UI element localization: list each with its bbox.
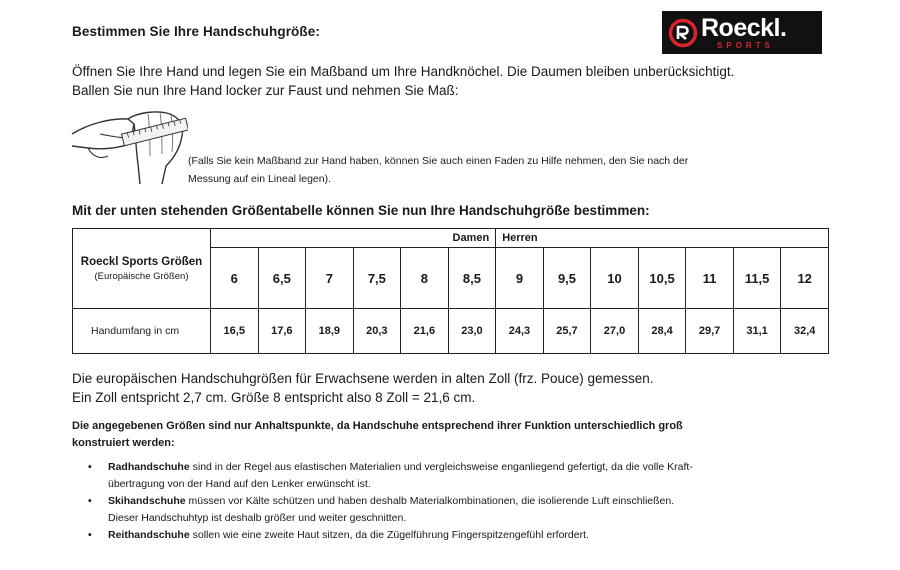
intro-line: Ballen Sie nun Ihre Hand locker zur Faust und nehmen Sie Maß:	[72, 83, 459, 98]
bullet-term: Reithandschuhe	[108, 529, 190, 541]
group-damen: Damen	[211, 229, 496, 248]
size-cell: 9,5	[543, 248, 591, 309]
hand-circumference-row	[73, 309, 829, 354]
cm-cell: 29,7	[686, 309, 734, 354]
size-cell: 7,5	[353, 248, 401, 309]
intro-text	[72, 62, 734, 100]
size-cell: 11	[686, 248, 734, 309]
table-heading: Mit der unten stehenden Größentabelle können Sie nun Ihre Handschuhgröße bestimmen:	[72, 203, 650, 218]
cm-cell: 27,0	[591, 309, 639, 354]
glove-type-list	[84, 459, 824, 544]
bullet-term: Radhandschuhe	[108, 461, 190, 473]
bullet-icon: •	[88, 495, 92, 507]
hand-measuring-tape-icon	[70, 104, 188, 186]
roeckl-logo	[662, 11, 822, 54]
cm-cell: 20,3	[353, 309, 401, 354]
group-herren: Herren	[496, 229, 829, 248]
size-cell: 12	[781, 248, 829, 309]
group-row	[73, 229, 829, 248]
note-line: Messung auf ein Lineal legen).	[188, 173, 332, 185]
bullet-text-cont: Dieser Handschuhtyp ist deshalb größer und weiter geschnitten.	[108, 512, 407, 524]
row-header-sizes	[73, 229, 211, 309]
bullet-icon: •	[88, 461, 92, 473]
list-item	[84, 459, 824, 493]
cm-cell: 25,7	[543, 309, 591, 354]
list-item	[84, 527, 824, 544]
cm-cell: 32,4	[781, 309, 829, 354]
cm-cell: 17,6	[258, 309, 306, 354]
size-cell: 6	[211, 248, 259, 309]
size-cell: 6,5	[258, 248, 306, 309]
size-cell: 11,5	[733, 248, 781, 309]
size-table	[72, 228, 829, 354]
cm-cell: 23,0	[448, 309, 496, 354]
logo-sub: SPORTS	[717, 40, 774, 50]
measuring-note	[188, 152, 828, 188]
bullet-term: Skihandschuhe	[108, 495, 186, 507]
size-cell: 8	[401, 248, 449, 309]
row-header-title: Roeckl Sports Größen	[80, 255, 203, 268]
inch-line: Ein Zoll entspricht 2,7 cm. Größe 8 entspricht also 8 Zoll = 21,6 cm.	[72, 390, 476, 405]
cm-cell: 21,6	[401, 309, 449, 354]
size-cell: 9	[496, 248, 544, 309]
list-item	[84, 493, 824, 527]
bullet-icon: •	[88, 529, 92, 541]
guideline-line: Die angegebenen Größen sind nur Anhaltspunkte, da Handschuhe entsprechend ihrer Funktion unterschiedlich groß	[72, 420, 683, 432]
logo-word: Roeckl.	[701, 13, 787, 42]
size-cell: 7	[306, 248, 354, 309]
roeckl-r-logo-icon	[668, 18, 698, 48]
cm-cell: 18,9	[306, 309, 354, 354]
cm-cell: 24,3	[496, 309, 544, 354]
bullet-text-cont: übertragung von der Hand auf den Lenker erwünscht ist.	[108, 478, 371, 490]
page-heading: Bestimmen Sie Ihre Handschuhgröße:	[72, 24, 320, 39]
bullet-text: sollen wie eine zweite Haut sitzen, da die Zügelführung Fingerspitzengefühl erfordert.	[189, 529, 589, 541]
guideline-line: konstruiert werden:	[72, 437, 175, 449]
cm-cell: 28,4	[638, 309, 686, 354]
guideline-heading	[72, 418, 792, 452]
cm-cell: 31,1	[733, 309, 781, 354]
inch-explanation	[72, 369, 654, 407]
bullet-text: müssen vor Kälte schützen und haben deshalb Materialkombinationen, die isolierende Luft einschließen.	[185, 495, 675, 507]
note-line: (Falls Sie kein Maßband zur Hand haben, können Sie auch einen Faden zu Hilfe nehmen, den Sie nach der	[188, 155, 689, 167]
row-header-sub: (Europäische Größen)	[94, 270, 189, 282]
size-cell: 10,5	[638, 248, 686, 309]
size-cell: 10	[591, 248, 639, 309]
hand-circumference-label: Handumfang in cm	[73, 309, 211, 354]
bullet-text: sind in der Regel aus elastischen Materialien und vergleichsweise enganliegend gefertigt, da die volle Kraft-	[189, 461, 693, 473]
inch-line: Die europäischen Handschuhgrößen für Erwachsene werden in alten Zoll (frz. Pouce) gemessen.	[72, 371, 654, 386]
size-cell: 8,5	[448, 248, 496, 309]
intro-line: Öffnen Sie Ihre Hand und legen Sie ein Maßband um Ihre Handknöchel. Die Daumen bleiben unberücksichtigt.	[72, 64, 735, 79]
cm-cell: 16,5	[211, 309, 259, 354]
